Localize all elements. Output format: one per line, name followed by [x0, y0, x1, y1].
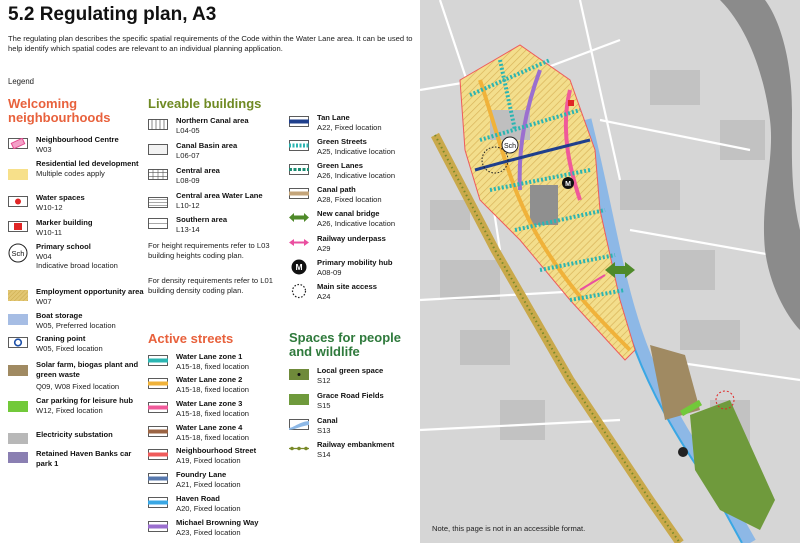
- legend-item-haven-road: [148, 494, 241, 513]
- green-streets-swatch: [289, 138, 309, 149]
- legend-name: Water Lane zone 2: [176, 375, 243, 384]
- legend-item-canal-basin: [148, 141, 237, 160]
- zone-4-swatch: [148, 424, 168, 435]
- legend-item-water-lane-zone-3: [148, 399, 249, 418]
- car-parking-swatch: [8, 399, 28, 410]
- railway-embankment-swatch: [289, 441, 309, 452]
- legend-name: Central area: [176, 166, 220, 175]
- water-spaces-swatch: [8, 194, 28, 205]
- map-mobility-label: M: [565, 181, 571, 188]
- legend-code: W03: [36, 144, 52, 154]
- legend-name: Green Streets: [317, 137, 367, 146]
- legend-name: Grace Road Fields: [317, 391, 384, 400]
- map-station-icon: [678, 447, 688, 457]
- legend-code: L06-07: [176, 150, 200, 160]
- central-area-swatch: [148, 167, 168, 178]
- legend-name: Boat storage: [36, 311, 83, 320]
- legend-code: Multiple codes apply: [36, 168, 105, 178]
- legend-code: W10-12: [36, 202, 63, 212]
- map-school-label: Sch: [503, 143, 517, 150]
- legend-name: Green Lanes: [317, 161, 364, 170]
- canal-bridge-icon: [289, 210, 309, 221]
- liveable-heading: Liveable buildings: [148, 96, 262, 111]
- active-streets-heading: Active streets: [148, 331, 234, 346]
- legend-code: A22, Fixed location: [317, 122, 382, 132]
- northern-canal-swatch: [148, 117, 168, 128]
- legend-name: Neighbourhood Centre: [36, 135, 119, 144]
- legend-item-foundry-lane: [148, 470, 241, 489]
- legend-name: Foundry Lane: [176, 470, 227, 479]
- legend-name: Tan Lane: [317, 113, 350, 122]
- legend-code: S14: [317, 449, 331, 459]
- legend-name: Primary school: [36, 242, 91, 251]
- legend-name: New canal bridge: [317, 209, 380, 218]
- green-lanes-swatch: [289, 162, 309, 173]
- legend-item-canal-bridge: [289, 209, 395, 228]
- legend-name: Railway underpass: [317, 234, 386, 243]
- haven-banks-swatch: [8, 450, 28, 461]
- legend-code: A15-18, fixed location: [176, 432, 250, 442]
- legend-name: Northern Canal area: [176, 116, 249, 125]
- legend-code: A28, Fixed location: [317, 194, 382, 204]
- legend-code: A21, Fixed location: [176, 479, 241, 489]
- local-green-space-swatch: [289, 367, 309, 378]
- legend-item-substation: [8, 430, 113, 442]
- legend-name: Central area Water Lane: [176, 191, 263, 200]
- legend-code: A20, Fixed location: [176, 503, 241, 513]
- legend-item-craning-point: [8, 334, 103, 353]
- school-icon: [8, 243, 28, 263]
- legend-code: A15-18, fixed location: [176, 361, 250, 371]
- legend-item-water-lane-zone-4: [148, 423, 249, 442]
- legend-item-boat-storage: [8, 311, 116, 330]
- legend-code: A29: [317, 243, 331, 253]
- legend-name: Railway embankment: [317, 440, 395, 449]
- legend-item-central-area: [148, 166, 220, 185]
- legend-code: S12: [317, 375, 331, 385]
- page-title: 5.2 Regulating plan, A3: [8, 4, 217, 25]
- legend-code: Q09, W08 Fixed location: [36, 382, 120, 392]
- school-symbol: Sch: [11, 249, 25, 258]
- legend-code: A19, Fixed location: [176, 455, 241, 465]
- legend-item-green-streets: [289, 137, 395, 156]
- legend-code: W05, Fixed location: [36, 343, 103, 353]
- legend-item-main-site-access: [289, 282, 377, 301]
- legend-name: Residential led development: [36, 159, 139, 168]
- legend-code: A08-09: [317, 267, 342, 277]
- legend-item-water-lane-zone-1: [148, 352, 249, 371]
- legend-name: Water spaces: [36, 193, 85, 202]
- legend-code: L13-14: [176, 224, 200, 234]
- density-note: For density requirements refer to L01 building density coding plan.: [148, 276, 273, 295]
- zone-2-swatch: [148, 376, 168, 387]
- legend-code: A25, Indicative location: [317, 146, 396, 156]
- legend-code: L08-09: [176, 175, 200, 185]
- regulating-plan-map: [420, 0, 800, 543]
- legend-item-solar-farm: [8, 360, 148, 392]
- legend-item-railway-embankment: [289, 440, 394, 459]
- legend-item-employment: [8, 287, 146, 306]
- legend-item-water-spaces: [8, 193, 85, 212]
- legend-name: Solar farm, biogas plant and green waste: [36, 360, 139, 379]
- legend-name: Canal: [317, 416, 338, 425]
- map-accessibility-note: Note, this page is not in an accessible format.: [432, 524, 586, 533]
- grace-road-swatch: [289, 392, 309, 403]
- legend-name: Retained Haven Banks car park 1: [36, 449, 132, 468]
- legend-code: W07: [36, 296, 52, 306]
- legend-name: Canal Basin area: [176, 141, 238, 150]
- mobility-hub-icon: [289, 259, 309, 275]
- legend-item-car-parking: [8, 396, 148, 415]
- legend-name: Water Lane zone 4: [176, 423, 243, 432]
- legend-item-railway-underpass: [289, 234, 386, 253]
- legend-code: W04: [36, 251, 52, 261]
- legend-item-michael-browning-way: [148, 518, 258, 537]
- legend-item-haven-banks: [8, 449, 148, 468]
- legend-item-primary-school: [8, 242, 118, 271]
- employment-swatch: [8, 288, 28, 299]
- legend-code: A23, Fixed location: [176, 527, 241, 537]
- legend-name: Michael Browning Way: [176, 518, 259, 527]
- legend-code: S15: [317, 400, 331, 410]
- legend-name: Electricity substation: [36, 430, 113, 439]
- legend-name: Water Lane zone 3: [176, 399, 243, 408]
- legend-code: L10-12: [176, 200, 200, 210]
- legend-name: Main site access: [317, 282, 377, 291]
- legend-name: Primary mobility hub: [317, 258, 393, 267]
- legend-code: S13: [317, 425, 331, 435]
- neighbourhood-centre-swatch: [8, 136, 28, 147]
- legend-name: Southern area: [176, 215, 228, 224]
- legend-name: Canal path: [317, 185, 356, 194]
- legend-code: L04-05: [176, 125, 200, 135]
- legend-item-canal: [289, 416, 338, 435]
- foundry-lane-swatch: [148, 471, 168, 482]
- central-water-lane-swatch: [148, 195, 168, 206]
- legend-item-mobility-hub: [289, 258, 393, 277]
- legend-item-central-water-lane: [148, 191, 276, 210]
- legend-item-local-green-space: [289, 366, 383, 385]
- central-building: [530, 185, 558, 225]
- legend-item-tan-lane: [289, 113, 382, 132]
- canal-swatch: [289, 417, 309, 428]
- legend-code: A15-18, fixed location: [176, 384, 250, 394]
- welcoming-heading: Welcoming neighbourhoods: [8, 96, 111, 125]
- legend-item-marker-building: [8, 218, 93, 237]
- legend-code: A26, Indicative location: [317, 170, 396, 180]
- legend-name: Neighbourhood Street: [176, 446, 257, 455]
- legend-name: Car parking for leisure hub: [36, 396, 134, 405]
- legend-code: W05, Preferred location: [36, 320, 116, 330]
- legend-code: W12, Fixed location: [36, 405, 103, 415]
- legend-name: Local green space: [317, 366, 384, 375]
- site-access-icon: [289, 283, 309, 299]
- marker-building-swatch: [8, 219, 28, 230]
- craning-point-icon: [8, 335, 28, 346]
- legend-name: Employment opportunity area: [36, 287, 144, 296]
- height-note: For height requirements refer to L03 building heights coding plan.: [148, 241, 270, 260]
- legend-name: Craning point: [36, 334, 86, 343]
- legend-item-neighbourhood-centre: [8, 135, 119, 154]
- legend-code-extra: Indicative broad location: [36, 261, 118, 271]
- legend-code: A24: [317, 291, 331, 301]
- legend-item-neighbourhood-street: [148, 446, 256, 465]
- solar-farm-swatch: [8, 363, 28, 374]
- legend-code: W10-11: [36, 227, 63, 237]
- southern-area-swatch: [148, 216, 168, 227]
- zone-3-swatch: [148, 400, 168, 411]
- intro-text: The regulating plan describes the specific spatial requirements of the Code within the Water Lane area. It can be used to help identify which spatial codes are relevant to an individual planning application.: [8, 34, 413, 54]
- spaces-heading: Spaces for people and wildlife: [289, 330, 401, 359]
- residential-swatch: [8, 167, 28, 178]
- zone-1-swatch: [148, 353, 168, 364]
- neighbourhood-street-swatch: [148, 447, 168, 458]
- legend-item-northern-canal: [148, 116, 249, 135]
- boat-storage-swatch: [8, 312, 28, 323]
- haven-road-swatch: [148, 495, 168, 506]
- legend-item-grace-road-fields: [289, 391, 384, 410]
- tan-lane-swatch: [289, 114, 309, 125]
- legend-code: A26, Indicative location: [317, 218, 396, 228]
- substation-swatch: [8, 431, 28, 442]
- legend-label: Legend: [8, 77, 35, 86]
- legend-name: Marker building: [36, 218, 93, 227]
- michael-browning-swatch: [148, 519, 168, 530]
- legend-item-green-lanes: [289, 161, 395, 180]
- legend-code: A15-18, fixed location: [176, 408, 250, 418]
- legend-name: Water Lane zone 1: [176, 352, 243, 361]
- railway-underpass-icon: [289, 235, 309, 246]
- legend-item-water-lane-zone-2: [148, 375, 249, 394]
- legend-item-canal-path: [289, 185, 382, 204]
- legend-item-southern-area: [148, 215, 227, 234]
- map-marker-building: [568, 100, 574, 106]
- canal-path-swatch: [289, 186, 309, 197]
- legend-item-residential: [8, 159, 151, 178]
- legend-name: Haven Road: [176, 494, 220, 503]
- mobility-symbol: M: [295, 262, 303, 272]
- canal-basin-swatch: [148, 142, 168, 153]
